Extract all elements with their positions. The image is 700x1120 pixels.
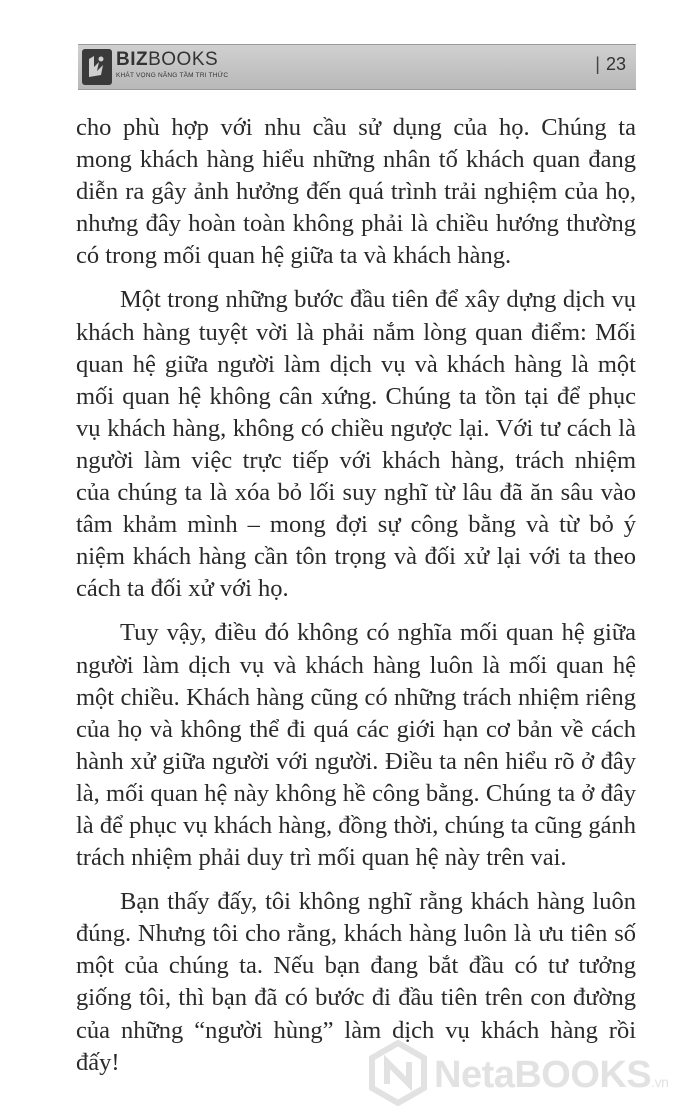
paragraph: Bạn thấy đấy, tôi không nghĩ rằng khách hàng luôn đúng. Nhưng tôi cho rằng, khách hàng luôn là ưu tiên số một của chúng ta. Nếu bạn đang bắt đầu có tư tưởng giống tôi, thì bạn đã có bước đi đầu tiên trên con đường của những “người hùng” làm dịch vụ khách hàng rồi đấy! bbox=[76, 888, 636, 1076]
brand-tagline: KHÁT VỌNG NÂNG TẦM TRI THỨC bbox=[116, 72, 229, 79]
brand-name: BIZBOOKS bbox=[116, 49, 219, 70]
netabooks-watermark bbox=[368, 1040, 698, 1110]
netabooks-logo-icon bbox=[368, 1040, 428, 1106]
bizbooks-logo-icon bbox=[82, 49, 112, 85]
body-text bbox=[76, 112, 636, 1091]
page-number: | 23 bbox=[595, 54, 626, 74]
watermark-text: NetaBOOKS.vn bbox=[434, 1054, 669, 1096]
paragraph: Tuy vậy, điều đó không có nghĩa mối quan hệ giữa người làm dịch vụ và khách hàng luôn là mối quan hệ một chiều. Khách hàng cũng có những trách nhiệm riêng của họ và không thể đi quá các giới hạn cơ bản về cách hành xử giữa người với người. Điều ta nên hiểu rõ ở đây là, mối quan hệ này không hề công bằng. Chúng ta ở đây là để phục vụ khách hàng, đồng thời, chúng ta cũng gánh trách nhiệm phải duy trì mối quan hệ này trên vai. bbox=[76, 619, 636, 872]
paragraph: cho phù hợp với nhu cầu sử dụng của họ. Chúng ta mong khách hàng hiểu những nhân tố khách quan đang diễn ra gây ảnh hưởng đến quá trình trải nghiệm của họ, nhưng đây hoàn toàn không phải là chiều hướng thường có trong mối quan hệ giữa ta và khách hàng. bbox=[76, 114, 636, 270]
header-separator: | bbox=[595, 54, 600, 74]
running-header bbox=[78, 44, 636, 90]
paragraph: Một trong những bước đầu tiên để xây dựng dịch vụ khách hàng tuyệt vời là phải nắm lòng quan điểm: Mối quan hệ giữa người làm dịch vụ và khách hàng là một mối quan hệ không cân xứng. Chúng ta tồn tại để phục vụ khách hàng, không có chiều ngược lại. Với tư cách là người làm việc trực tiếp với khách hàng, trách nhiệm của chúng ta là xóa bỏ lối suy nghĩ từ lâu đã ăn sâu vào tâm khảm mình – mong đợi sự công bằng và từ bỏ ý niệm khách hàng cần tôn trọng và đối xử lại với ta theo cách ta đối xử với họ. bbox=[76, 286, 636, 603]
